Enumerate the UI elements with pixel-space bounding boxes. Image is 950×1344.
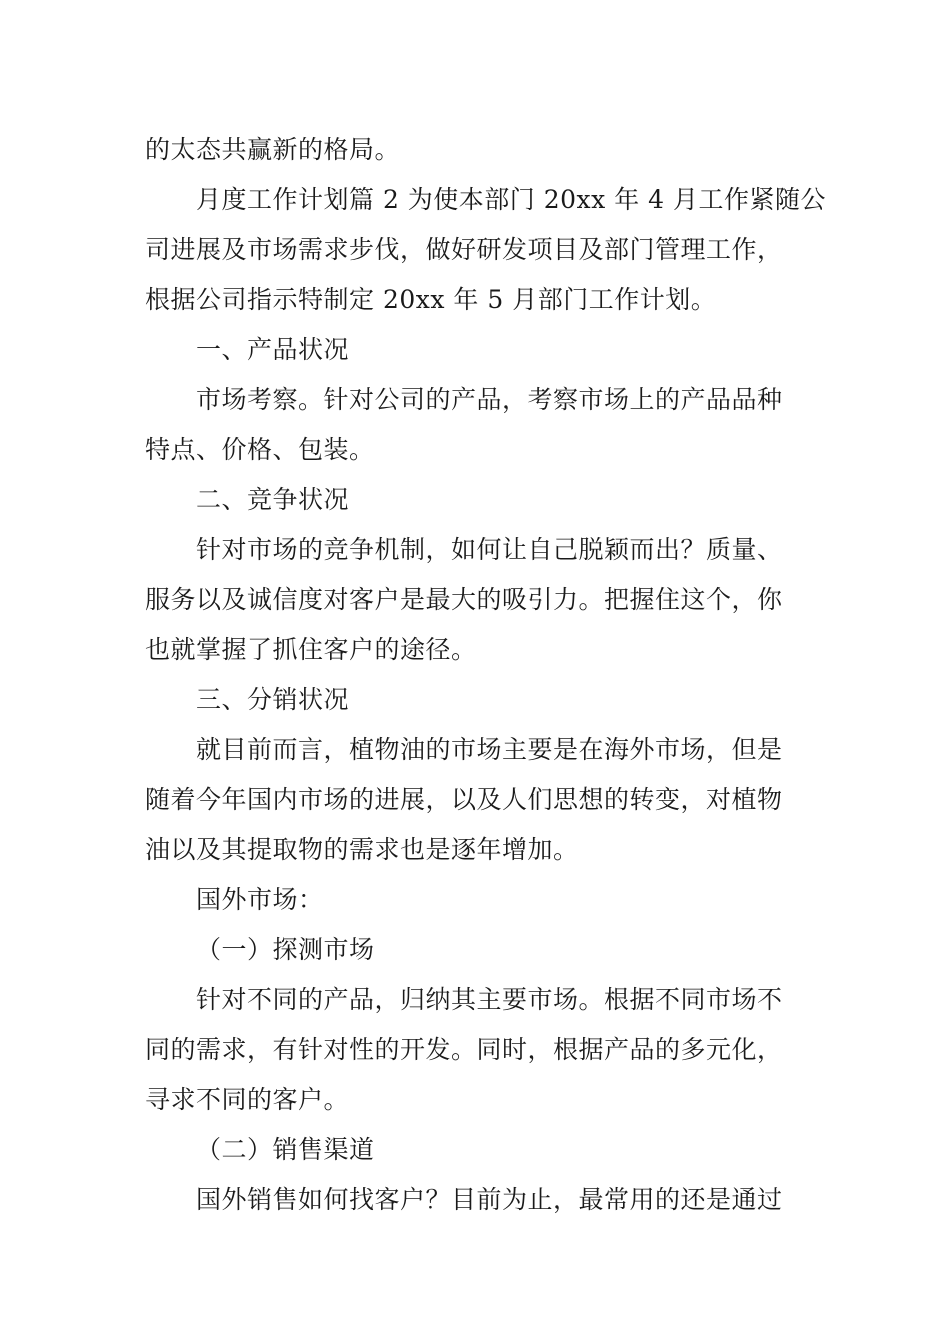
section-heading-competition: 二、竞争状况: [196, 485, 350, 514]
paragraph-line-competition: 服务以及诚信度对客户是最大的吸引力。把握住这个，你: [145, 585, 783, 614]
subheading-foreign-market: 国外市场：: [196, 885, 324, 914]
paragraph-line-explore: 针对不同的产品，归纳其主要市场。根据不同市场不: [196, 985, 783, 1014]
paragraph-line-plan-intro: 司进展及市场需求步伐，做好研发项目及部门管理工作，: [145, 235, 783, 264]
paragraph-line-distribution: 就目前而言，植物油的市场主要是在海外市场，但是: [196, 735, 783, 764]
paragraph-line-plan-intro: 月度工作计划篇 2 为使本部门 20xx 年 4 月工作紧随公: [196, 185, 827, 214]
paragraph-line-explore: 寻求不同的客户。: [145, 1085, 350, 1114]
paragraph-line-competition: 也就掌握了抓住客户的途径。: [145, 635, 477, 664]
paragraph-line-product: 市场考察。针对公司的产品，考察市场上的产品品种: [196, 385, 783, 414]
paragraph-line-sales-channel: 国外销售如何找客户？目前为止，最常用的还是通过: [196, 1185, 783, 1214]
paragraph-line-explore: 同的需求，有针对性的开发。同时，根据产品的多元化，: [145, 1035, 783, 1064]
paragraph-line-continuation: 的太态共赢新的格局。: [145, 135, 401, 164]
paragraph-line-distribution: 随着今年国内市场的进展，以及人们思想的转变，对植物: [145, 785, 783, 814]
paragraph-line-plan-intro: 根据公司指示特制定 20xx 年 5 月部门工作计划。: [145, 285, 717, 314]
paragraph-line-product: 特点、价格、包装。: [145, 435, 375, 464]
section-heading-product: 一、产品状况: [196, 335, 350, 364]
subheading-explore-market: （一）探测市场: [196, 935, 375, 964]
section-heading-distribution: 三、分销状况: [196, 685, 350, 714]
paragraph-line-distribution: 油以及其提取物的需求也是逐年增加。: [145, 835, 579, 864]
paragraph-line-competition: 针对市场的竞争机制，如何让自己脱颖而出？质量、: [196, 535, 783, 564]
subheading-sales-channel: （二）销售渠道: [196, 1135, 375, 1164]
